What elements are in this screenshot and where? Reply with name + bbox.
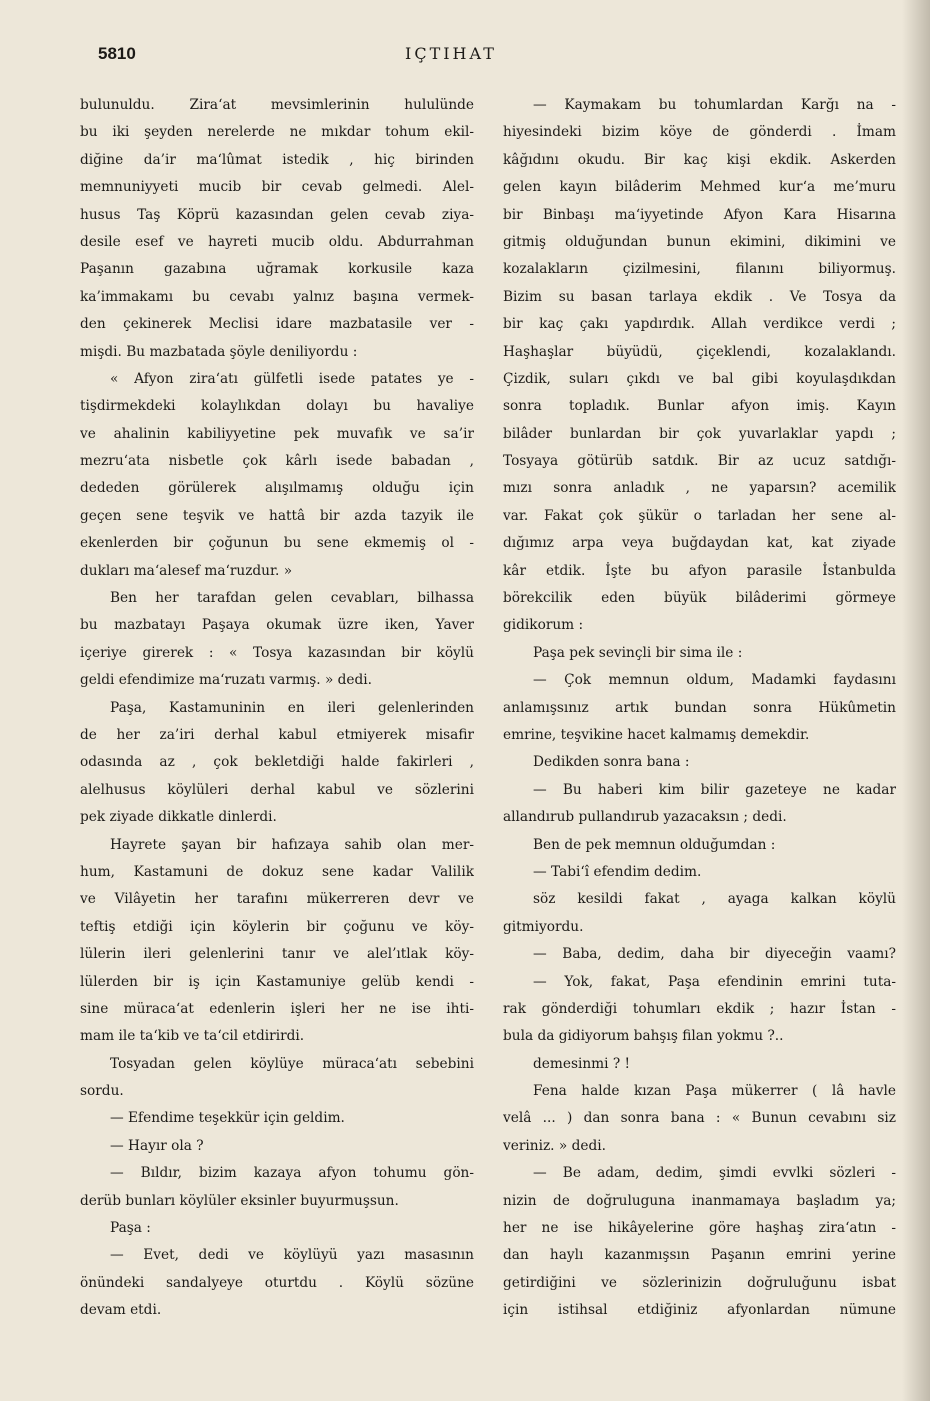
text-line: önündeki sandalyeye oturtdu . Köylü sözüne xyxy=(80,1274,474,1291)
text-line: geçen sene teşvik ve hattâ bir azda tazyik ile xyxy=(80,507,474,524)
text-line: var. Fakat çok şükür o tarladan her sene al- xyxy=(503,507,896,524)
text-line: ekenlerden bir çoğunun bu sene ekmemiş ol - xyxy=(80,535,474,552)
text-line: Hayrete şayan bir hafızaya sahib olan mer- xyxy=(110,836,474,853)
text-line: de her za’iri derhal kabul etmiyerek misafir xyxy=(80,726,474,743)
text-line: Paşa, Kastamuninin en ileri gelenlerinden xyxy=(110,699,474,716)
text-line: Ben her tarafdan gelen cevabları, bilhassa xyxy=(110,590,474,607)
text-line: — Be adam, dedim, şimdi evvlki sözleri - xyxy=(533,1165,896,1182)
page-number: 5810 xyxy=(98,44,136,63)
text-line: gelen kayın bilâderim Mehmed kur‘a me’muru xyxy=(503,179,896,196)
text-line: kâr etdik. İşte bu afyon parasile İstanbulda xyxy=(503,562,896,579)
text-line: kâğıdını okudu. Bir kaç kişi ekdik. Askerden xyxy=(503,151,896,168)
text-line: Çizdik, suları çıkdı ve bal gibi koyulaşdıkdan xyxy=(503,370,896,387)
text-line: — Efendime teşekkür için geldim. xyxy=(110,1110,345,1127)
text-line: Paşanın gazabına uğramak korkusile kaza xyxy=(80,261,474,278)
text-line: bulunuldu. Zira‘at mevsimlerinin hululünde xyxy=(80,97,474,113)
text-line: Paşa pek sevinçli bir sima ile : xyxy=(533,644,743,661)
text-line: dukları ma‘alesef ma‘ruzdur. » xyxy=(80,562,293,579)
text-line: Tosyaya götürüb satdık. Bir az ucuz satdığı- xyxy=(503,453,896,470)
text-line: getirdiğini ve sözlerinizin doğruluğunu isbat xyxy=(503,1274,896,1291)
text-line: Tosyadan gelen köylüye müraca‘atı sebebini xyxy=(110,1055,474,1072)
text-line: velâ ... ) dan sonra bana : « Bunun cevabını siz xyxy=(503,1110,896,1127)
text-line: odasında az , çok bekletdiği halde fakirleri , xyxy=(80,754,474,771)
right-text-column xyxy=(503,92,896,1325)
text-line: nizin de doğruluguna inanmamaya başladım ya; xyxy=(503,1192,896,1209)
text-line: bir kaç çakı yapdırdık. Allah verdikce verdi ; xyxy=(503,316,896,333)
text-line: ka’immakamı bu cevabı yalnız başına vermek- xyxy=(80,288,474,305)
text-line: memnuniyyeti mucib bir cevab gelmedi. Alel- xyxy=(80,179,474,196)
text-line: Bizim su basan tarlaya ekdik . Ve Tosya da xyxy=(503,288,896,305)
text-line: veriniz. » dedi. xyxy=(503,1137,606,1154)
text-line: rak gönderdiği tohumları ekdik ; hazır İstan - xyxy=(503,1000,896,1017)
text-line: bilâder bunlardan bir çok yuvarlaklar yapdı ; xyxy=(503,425,896,442)
text-line: Ben de pek memnun olduğumdan : xyxy=(533,836,776,853)
text-line: — Tabi‘î efendim dedim. xyxy=(533,863,702,880)
text-line: tişdirmekdeki kolaylıkdan dolayı bu havaliye xyxy=(80,398,474,415)
text-line: demesinmi ? ! xyxy=(533,1055,631,1072)
text-line: — Kaymakam bu tohumlardan Karğı na - xyxy=(533,97,896,113)
text-line: desile esef ve hayreti mucib oldu. Abdurrahman xyxy=(80,233,474,250)
text-line: bu iki şeyden nerelerde ne mıkdar tohum ekil- xyxy=(80,124,474,141)
page-edge-shadow xyxy=(902,0,930,1401)
text-line: dededen görülerek alışılmamış olduğu için xyxy=(80,480,474,497)
text-line: alelhusus köylüleri derhal kabul ve sözlerini xyxy=(80,781,474,798)
text-line: — Yok, fakat, Paşa efendinin emrini tuta- xyxy=(533,973,896,990)
text-line: — Çok memnun oldum, Madamki faydasını xyxy=(533,672,896,689)
text-line: ve Vilâyetin her tarafını mükerreren devr ve xyxy=(80,891,474,908)
text-line: pek ziyade dikkatle dinlerdi. xyxy=(80,809,277,826)
text-line: — Baba, dedim, daha bir diyeceğin vaamı? xyxy=(533,946,896,963)
text-line: den çekinerek Meclisi idare mazbatasile ver - xyxy=(80,316,474,333)
text-line: bir Binbaşı ma‘iyyetinde Afyon Kara Hisarına xyxy=(503,206,896,223)
text-line: mızı sonra anladık , ne yaparsın? acemilik xyxy=(503,480,896,497)
text-line: sine müraca‘at edenlerin işleri her ne ise ihti- xyxy=(80,1000,474,1017)
text-line: dan haylı kazanmışsın Paşanın emrini yerine xyxy=(503,1247,896,1264)
text-line: Haşhaşlar büyüdü, çiçeklendi, kozalaklandı. xyxy=(503,343,896,360)
text-line: sonra topladık. Bunlar afyon imiş. Kayın xyxy=(503,398,896,415)
text-line: derüb bunları köylüler eksinler buyurmuşsun. xyxy=(80,1192,399,1209)
text-line: « Afyon zira‘atı gülfetli isede patates ye - xyxy=(110,370,474,387)
text-line: kozalakların çizilmesini, filanını biliyormuş. xyxy=(503,261,896,278)
text-line: anlamışsınız artık bundan sonra Hükûmetin xyxy=(503,699,896,716)
text-line: mam ile ta‘kib ve ta‘cil etdirirdi. xyxy=(80,1028,305,1045)
running-header-title: IÇTIHAT xyxy=(405,44,497,63)
text-line: geldi efendimize ma‘ruzatı varmış. » dedi. xyxy=(80,672,373,689)
text-line: — Bıldır, bizim kazaya afyon tohumu gön- xyxy=(110,1165,474,1182)
text-line: — Evet, dedi ve köylüyü yazı masasının xyxy=(110,1247,474,1264)
text-line: husus Taş Köprü kazasından gelen cevab ziya- xyxy=(80,206,474,223)
text-line: sordu. xyxy=(80,1083,124,1100)
text-line: dığımız arpa veya buğdaydan kat, kat ziyade xyxy=(503,535,896,552)
text-line: gitmiş olduğundan bunun ekimini, dikimini ve xyxy=(503,233,896,250)
text-line: teftiş etdiği için köylerin bir çoğunu ve köy- xyxy=(80,918,474,935)
text-line: hum, Kastamuni de dokuz sene kadar Valilik xyxy=(80,863,474,880)
text-line: mezru‘ata nisbetle çok kârlı isede babadan , xyxy=(80,453,474,470)
text-line: lülerin ileri gelenlerini tanır ve alel’ıtlak köy- xyxy=(80,946,474,963)
text-line: her ne ise hikâyelerine göre haşhaş zira‘atın - xyxy=(503,1220,896,1237)
text-line: söz kesildi fakat , ayaga kalkan köylü xyxy=(533,891,896,908)
text-line: hiyesindeki bizim köye de gönderdi . İmam xyxy=(503,124,896,141)
text-line: devam etdi. xyxy=(80,1302,162,1319)
text-line: için istihsal etdiğiniz afyonlardan nümune xyxy=(503,1302,896,1319)
left-text-column xyxy=(80,92,474,1325)
text-line: içeriye girerek : « Tosya kazasından bir köylü xyxy=(80,644,474,661)
text-line: ve ahalinin kabiliyyetine pek muvafık ve sa’ir xyxy=(80,425,474,442)
text-line: Paşa : xyxy=(110,1220,151,1237)
text-line: emrine, teşvikine hacet kalmamış demekdir. xyxy=(503,726,810,743)
text-line: bula da gidiyorum bahşış filan yokmu ?.. xyxy=(503,1028,784,1045)
text-line: — Bu haberi kim bilir gazeteye ne kadar xyxy=(533,781,896,798)
text-line: gidikorum : xyxy=(503,617,584,634)
text-line: bu mazbatayı Paşaya okumak üzre iken, Yaver xyxy=(80,617,474,634)
text-line: allandırub pullandırub yazacaksın ; dedi. xyxy=(503,809,787,826)
text-line: gitmiyordu. xyxy=(503,918,584,935)
text-line: — Hayır ola ? xyxy=(110,1137,204,1154)
text-line: diğine da’ir ma‘lûmat istedik , hiç birinden xyxy=(80,151,474,168)
text-line: börekcilik eden büyük bilâderimi görmeye xyxy=(503,590,896,607)
text-line: Fena halde kızan Paşa mükerrer ( lâ havle xyxy=(533,1083,896,1100)
text-line: lülerden bir iş için Kastamuniye gelüb kendi - xyxy=(80,973,474,990)
text-line: Dedikden sonra bana : xyxy=(533,754,690,771)
text-line: mişdi. Bu mazbatada şöyle deniliyordu : xyxy=(80,343,358,360)
